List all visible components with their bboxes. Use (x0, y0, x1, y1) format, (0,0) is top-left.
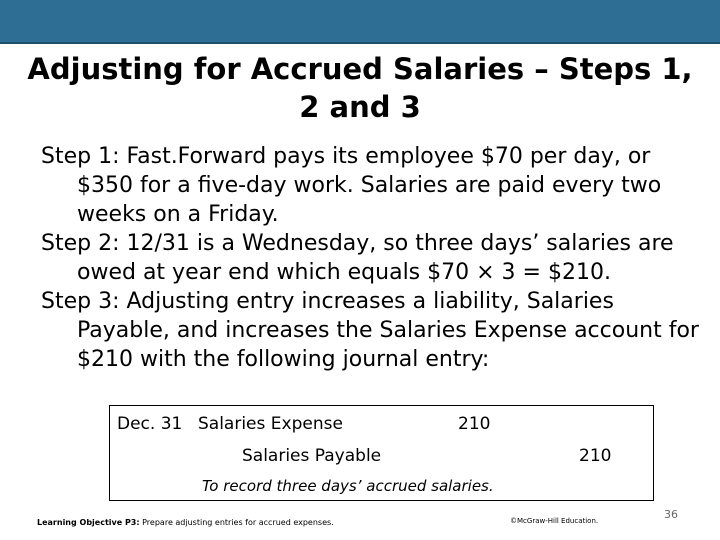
debit-account: Salaries Expense (198, 414, 343, 434)
step-1: Step 1: Fast.Forward pays its employee $70 per day, or $350 for a five-day work. Salaries are paid every two weeks on a Friday. (41, 144, 662, 227)
page-number: 36 (664, 508, 678, 521)
journal-note: To record three days’ accrued salaries. (202, 477, 494, 495)
credit-amount: 210 (579, 446, 612, 466)
objective-text: Prepare adjusting entries for accrued expenses. (142, 518, 334, 527)
copyright: ©McGraw-Hill Education. (510, 517, 599, 525)
step-2: Step 2: 12/31 is a Wednesday, so three days’ salaries are owed at year end which equals $70 × 3 = $210. (41, 231, 674, 285)
debit-amount: 210 (458, 414, 491, 434)
step-3: Step 3: Adjusting entry increases a liability, Salaries Payable, and increases the Salaries Expense account for $210 with the following journal entry: (41, 289, 699, 372)
steps-list (41, 142, 701, 374)
header-bar (0, 0, 720, 44)
objective-label: Learning Objective P3: (37, 518, 140, 527)
slide-title: Adjusting for Accrued Salaries – Steps 1, 2 and 3 (27, 52, 693, 124)
journal-date: Dec. 31 (117, 414, 183, 434)
credit-account: Salaries Payable (242, 446, 382, 466)
learning-objective (37, 518, 334, 527)
journal-entry-box (109, 405, 654, 501)
